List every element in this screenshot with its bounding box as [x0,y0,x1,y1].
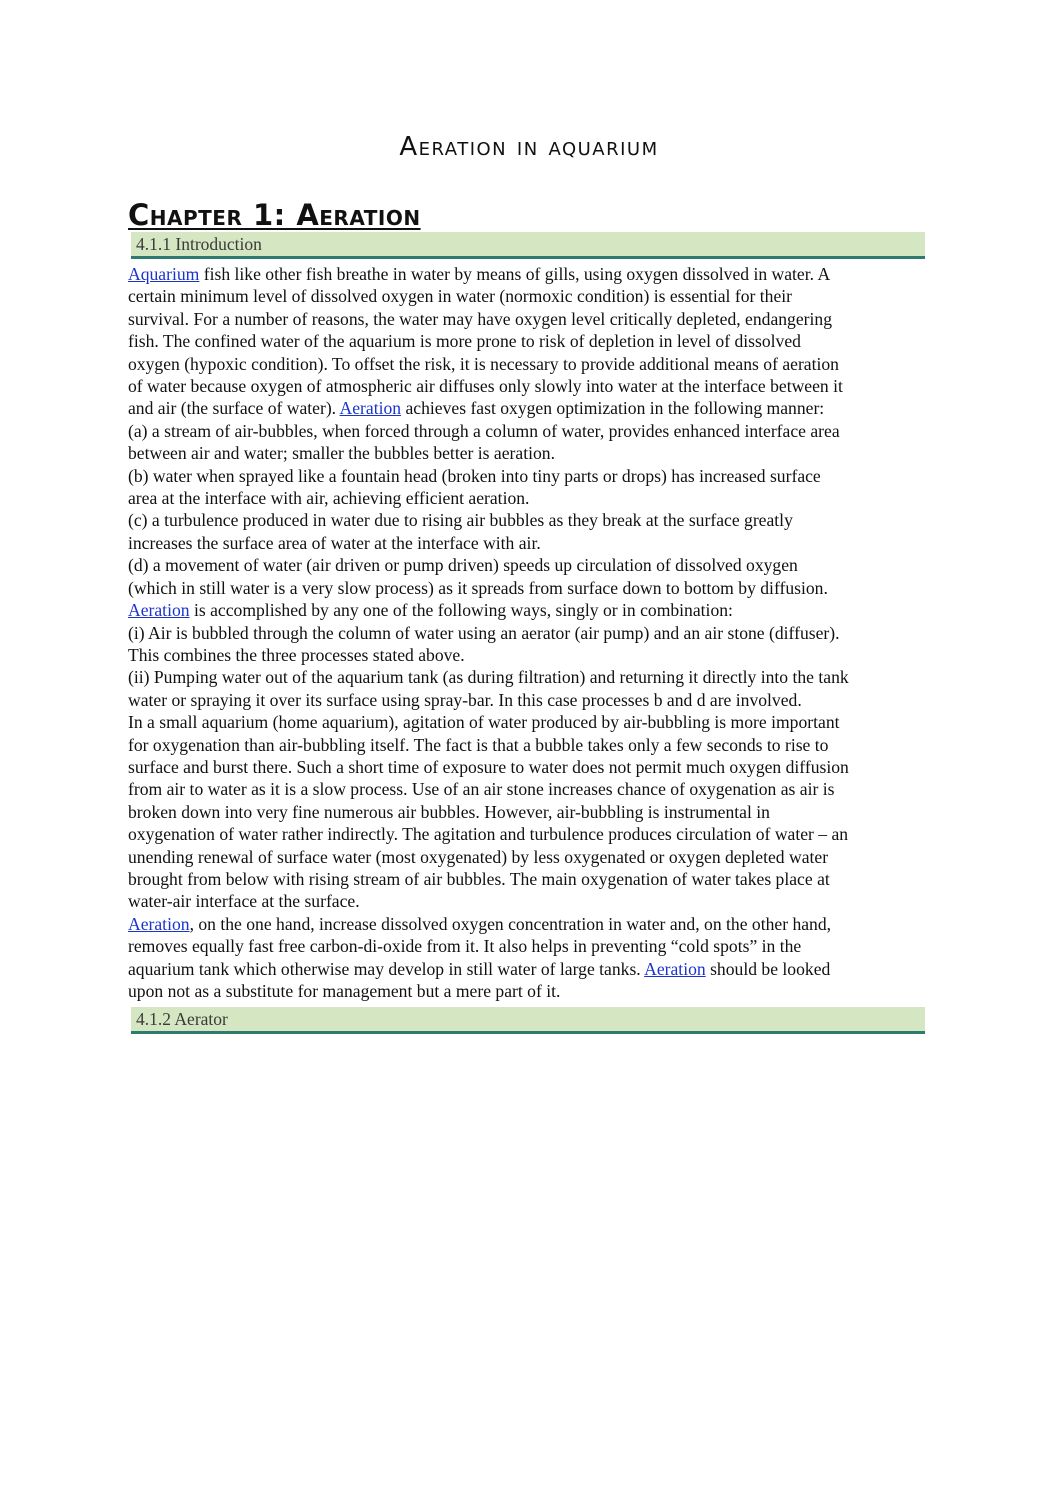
text-fragment: unending renewal of surface water (most oxygenated) by less oxygenated or oxygen depleted water [128,846,829,867]
aeration-link[interactable]: Aeration [339,398,402,419]
text-fragment: aquarium tank which otherwise may develop in still water of large tanks. [128,958,645,979]
text-line [128,465,934,487]
text-line [128,868,934,890]
text-fragment: , on the one hand, increase dissolved oxygen concentration in water and, on the other hand, [189,913,832,934]
text-line [128,577,934,599]
text-fragment: fish like other fish breathe in water by means of gills, using oxygen dissolved in water. A [199,264,831,284]
text-line [128,801,934,823]
section-heading-introduction: 4.1.1 Introduction [131,232,925,259]
text-line [128,263,934,285]
text-fragment: (ii) Pumping water out of the aquarium tank (as during filtration) and returning it directly into the tank [128,667,849,688]
text-fragment: In a small aquarium (home aquarium), agitation of water produced by air-bubbling is more important [128,712,840,733]
text-fragment: upon not as a substitute for management but a mere part of it. [128,981,561,1001]
text-line [128,285,934,307]
text-fragment: water or spraying it over its surface using spray-bar. In this case processes b and d are involved. [128,689,802,710]
text-fragment: removes equally fast free carbon-di-oxide from it. It also helps in preventing “cold spots” in the [128,936,802,957]
text-line [128,622,934,644]
aeration-link[interactable]: Aeration [128,913,190,934]
aeration-link[interactable]: Aeration [128,600,190,621]
page-title: Aeration in aquarium [399,132,659,162]
text-line [128,330,934,352]
text-fragment: and air (the surface of water). [128,398,340,419]
text-fragment: (c) a turbulence produced in water due to rising air bubbles as they break at the surface greatly [128,510,793,531]
text-fragment: area at the interface with air, achieving efficient aeration. [128,488,530,509]
text-line [128,935,934,957]
aquarium-link[interactable]: Aquarium [128,264,200,284]
text-line [128,308,934,330]
text-fragment: (a) a stream of air-bubbles, when forced through a column of water, provides enhanced interface area [128,420,840,441]
text-line [128,554,934,576]
text-line [128,734,934,756]
text-fragment: for oxygenation than air-bubbling itself. The fact is that a bubble takes only a few seconds to rise to [128,734,829,755]
text-fragment: achieves fast oxygen optimization in the following manner: [401,398,825,419]
text-line [128,375,934,397]
chapter-heading: Chapter 1: Aeration [128,198,421,232]
text-fragment: (b) water when sprayed like a fountain head (broken into tiny parts or drops) has increased surface [128,465,821,486]
text-fragment: This combines the three processes stated above. [128,644,465,665]
text-fragment: certain minimum level of dissolved oxygen in water (normoxic condition) is essential for their [128,286,793,307]
body-paragraph [128,263,934,1002]
text-fragment: (which in still water is a very slow process) as it spreads from surface down to bottom by diffusion. [128,577,828,598]
text-fragment: (i) Air is bubbled through the column of water using an aerator (air pump) and an air stone (diffuser). [128,622,840,643]
text-fragment: should be looked [705,958,831,979]
text-fragment: (d) a movement of water (air driven or pump driven) speeds up circulation of dissolved oxygen [128,555,798,576]
text-fragment: oxygen (hypoxic condition). To offset the risk, it is necessary to provide additional means of aeration [128,353,839,374]
text-line [128,666,934,688]
text-line [128,778,934,800]
text-line [128,958,934,980]
text-fragment: surface and burst there. Such a short time of exposure to water does not permit much oxygen diffusion [128,756,849,777]
text-fragment: brought from below with rising stream of air bubbles. The main oxygenation of water takes place at [128,868,830,889]
text-fragment: between air and water; smaller the bubbles better is aeration. [128,443,555,464]
text-fragment: increases the surface area of water at the interface with air. [128,532,541,553]
text-fragment: of water because oxygen of atmospheric air diffuses only slowly into water at the interface between it [128,376,843,397]
text-line [128,913,934,935]
text-line [128,442,934,464]
text-fragment: fish. The confined water of the aquarium is more prone to risk of depletion in level of dissolved [128,331,801,352]
text-line [128,846,934,868]
text-fragment: water-air interface at the surface. [128,891,360,912]
text-line [128,756,934,778]
text-line [128,420,934,442]
text-fragment: oxygenation of water rather indirectly. The agitation and turbulence produces circulation of water – an [128,824,849,845]
text-line [128,711,934,733]
text-line [128,823,934,845]
text-line [128,353,934,375]
text-line [128,509,934,531]
text-line [128,397,934,419]
text-line [128,599,934,621]
text-line [128,689,934,711]
text-line [128,532,934,554]
text-line [128,890,934,912]
text-line [128,980,934,1002]
text-line [128,644,934,666]
text-fragment: broken down into very fine numerous air bubbles. However, air-bubbling is instrumental in [128,801,770,822]
text-fragment: is accomplished by any one of the following ways, singly or in combination: [189,600,733,621]
text-line [128,487,934,509]
text-fragment: from air to water as it is a slow process. Use of an air stone increases chance of oxygenation as air is [128,779,835,800]
text-fragment: survival. For a number of reasons, the water may have oxygen level critically depleted, endangering [128,308,832,329]
section-heading-aerator: 4.1.2 Aerator [131,1007,925,1034]
aeration-link[interactable]: Aeration [644,958,706,979]
